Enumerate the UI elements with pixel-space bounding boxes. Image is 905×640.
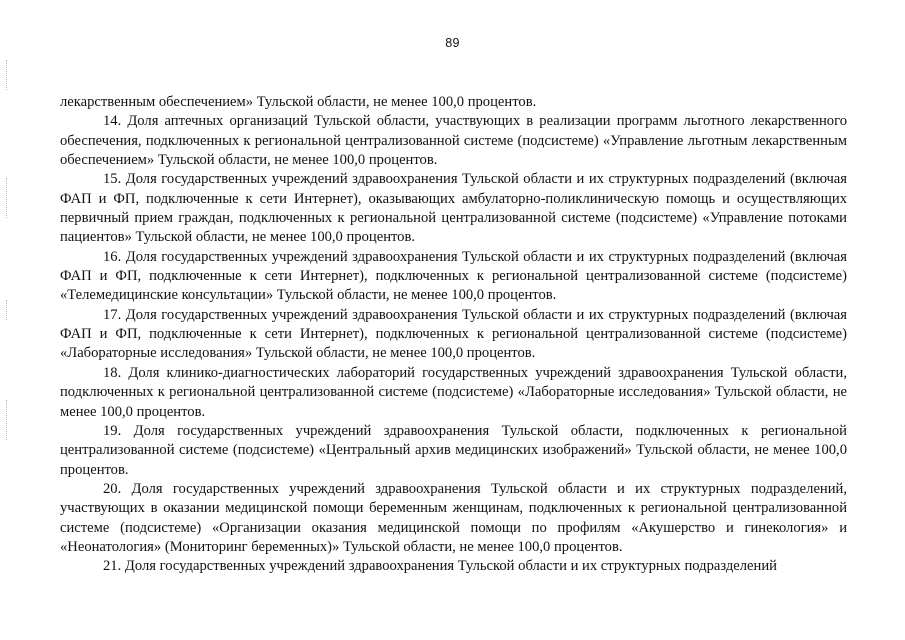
paragraph-item-19: 19. Доля государственных учреждений здравоохранения Тульской области, подключенных к региональной централизованной системе (подсистеме) «Центральный архив медицинских изображений» Тульской области, не менее 100,0 процентов. <box>60 422 847 478</box>
paragraph-continuation: лекарственным обеспечением» Тульской области, не менее 100,0 процентов. <box>60 94 537 110</box>
paragraph-item-20: 20. Доля государственных учреждений здравоохранения Тульской области и их структурных подразделений, участвующих в оказании медицинской помощи беременным женщинам, подключенных к региональной централизованной системе (подсистеме) «Организации оказания медицинской помощи по профилям «Акушерство и гинекология» и «Неонатология» (Мониторинг беременных)» Тульской области, не менее 100,0 процентов. <box>60 480 847 555</box>
paragraph-item-17: 17. Доля государственных учреждений здравоохранения Тульской области и их структурных подразделений (включая ФАП и ФП, подключенные к сети Интернет), подключенных к региональной централизованной системе (подсистеме) «Лабораторные исследования» Тульской области, не менее 100,0 процентов. <box>60 306 847 362</box>
scan-margin-mark <box>6 300 9 320</box>
paragraph-item-21: 21. Доля государственных учреждений здравоохранения Тульской области и их структурных подразделений <box>103 558 777 575</box>
paragraph-item-15: 15. Доля государственных учреждений здравоохранения Тульской области и их структурных подразделений (включая ФАП и ФП, подключенные к сети Интернет), оказывающих амбулаторно-поликлиническую помощь и осуществляющих первичный прием граждан, подключенных к региональной централизованной системе (подсистеме) «Управление потоками пациентов» Тульской области, не менее 100,0 процентов. <box>60 171 847 246</box>
document-text <box>60 93 847 577</box>
paragraph-item-16: 16. Доля государственных учреждений здравоохранения Тульской области и их структурных подразделений (включая ФАП и ФП, подключенные к сети Интернет), подключенных к региональной централизованной системе (подсистеме) «Телемедицинские консультации» Тульской области, не менее 100,0 процентов. <box>60 248 847 304</box>
scan-margin-mark <box>6 60 9 90</box>
paragraph-item-18: 18. Доля клинико-диагностических лабораторий государственных учреждений здравоохранения Тульской области, подключенных к региональной централизованной системе (подсистеме) «Лабораторные исследования» Тульской области, не менее 100,0 процентов. <box>60 364 847 420</box>
scan-margin-mark <box>6 400 9 440</box>
page-number: 89 <box>445 36 460 50</box>
scan-margin-mark <box>6 178 9 218</box>
paragraph-item-14: 14. Доля аптечных организаций Тульской области, участвующих в реализации программ льготного лекарственного обеспечения, подключенных к региональной централизованной системе (подсистеме) «Управление льготным лекарственным обеспечением» Тульской области, не менее 100,0 процентов. <box>60 113 847 169</box>
